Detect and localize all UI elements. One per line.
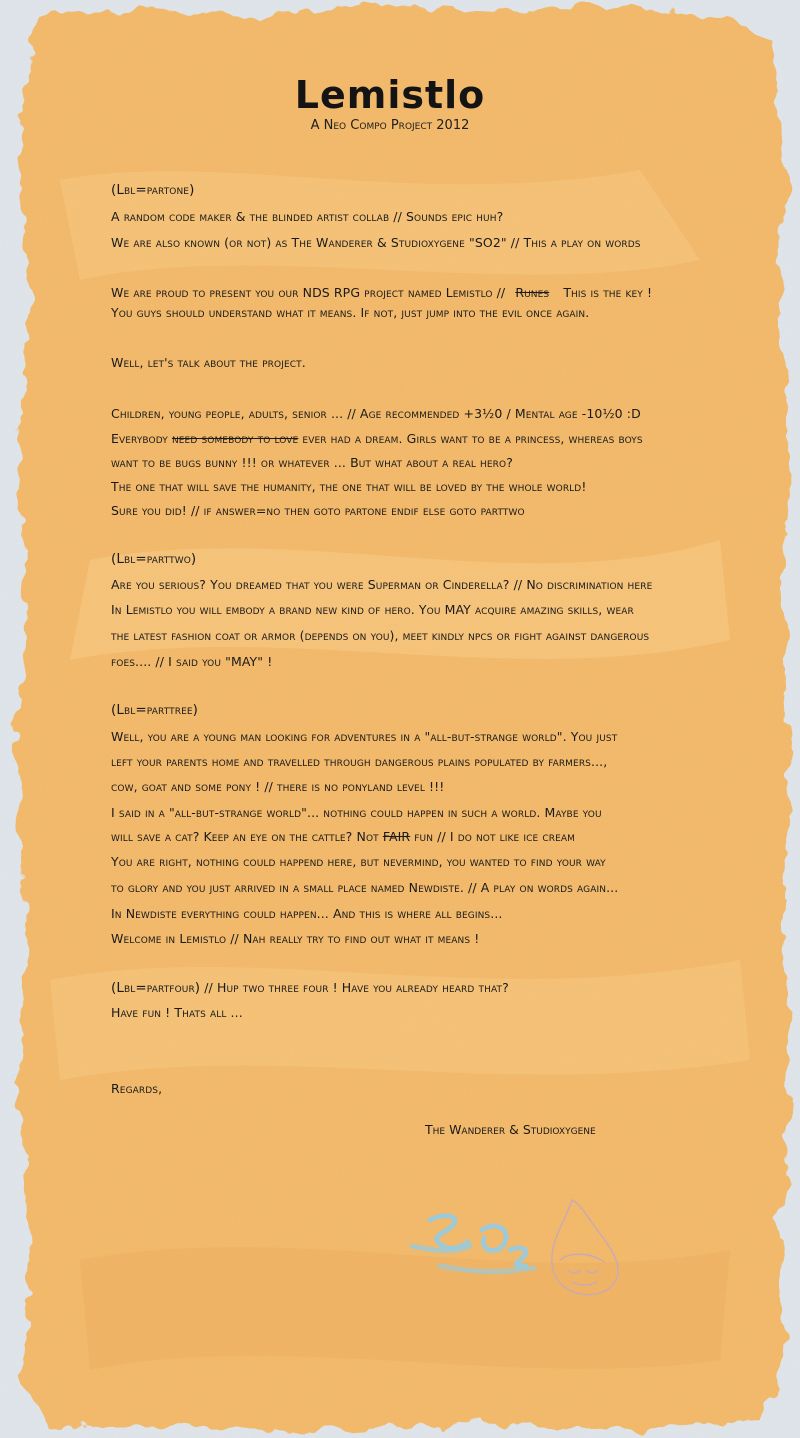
section-label-parttwo: (Lbl=parttwo) xyxy=(111,551,197,567)
body-text: We are proud to present you our NDS RPG project named Lemistlo // xyxy=(111,285,506,300)
struck-text: FAIR xyxy=(382,829,411,844)
body-line: The one that will save the humanity, the one that will be loved by the whole world! xyxy=(111,479,587,494)
closing-text: Regards, xyxy=(111,1081,163,1096)
body-line: Are you serious? You dreamed that you were Superman or Cinderella? // No discrimination here xyxy=(111,577,653,592)
body-line: In Newdiste everything could happen... And this is where all begins... xyxy=(111,906,503,921)
body-line: the latest fashion coat or armor (depends on you), meet kindly npcs or fight against dangerous xyxy=(111,628,650,643)
body-line: Welcome in Lemistlo // Nah really try to find out what it means ! xyxy=(111,931,480,946)
body-text: This is the key ! xyxy=(563,285,653,300)
body-line: In Lemistlo you will embody a brand new kind of hero. You MAY acquire amazing skills, wear xyxy=(111,602,634,617)
body-line: Children, young people, adults, senior ... // Age recommended +3½0 / Mental age -10½0 :D xyxy=(111,406,641,421)
struck-text: Runes xyxy=(515,285,550,300)
struck-text: need somebody to love xyxy=(171,431,299,446)
hooded-figure-doodle-icon xyxy=(552,1200,618,1295)
document-subtitle: A Neo Compo Project 2012 xyxy=(310,118,470,133)
body-line: You are right, nothing could happend here, but nevermind, you wanted to find your way xyxy=(111,854,606,869)
body-text: // Hup two three four ! Have you already heard that? xyxy=(204,980,509,995)
body-line xyxy=(111,430,643,448)
body-line: left your parents home and travelled through dangerous plains populated by farmers..., xyxy=(111,754,608,769)
body-line: want to be bugs bunny !!! or whatever ... But what about a real hero? xyxy=(111,455,513,470)
section-label-partone: (Lbl=partone) xyxy=(111,182,195,198)
document-title: Lemistlo xyxy=(294,73,486,117)
body-text: ever had a dream. Girls want to be a princess, whereas boys xyxy=(302,431,643,446)
doodles xyxy=(400,1190,640,1310)
section-label-partfour: (Lbl=partfour) xyxy=(111,980,201,996)
body-line: You guys should understand what it means. If not, just jump into the evil once again. xyxy=(111,305,590,320)
body-text: fun // I do not like ice cream xyxy=(414,829,576,844)
body-line xyxy=(111,284,652,302)
section-label-parttree: (Lbl=parttree) xyxy=(111,702,199,718)
body-line: A random code maker & the blinded artist collab // Sounds epic huh? xyxy=(111,209,504,224)
so2-logo-doodle-icon xyxy=(412,1216,534,1272)
body-text: will save a cat? Keep an eye on the cattle? Not xyxy=(111,829,379,844)
body-text: Everybody xyxy=(111,431,168,446)
body-line: Sure you did! // if answer=no then goto partone endif else goto parttwo xyxy=(111,503,525,518)
body-line xyxy=(111,979,509,997)
body-line: Well, let's talk about the project. xyxy=(111,355,306,370)
body-line xyxy=(111,828,575,846)
body-line: I said in a "all-but-strange world"... nothing could happen in such a world. Maybe you xyxy=(111,805,602,820)
signature-text: The Wanderer & Studioxygene xyxy=(425,1122,596,1137)
body-line: to glory and you just arrived in a small place named Newdiste. // A play on words again... xyxy=(111,880,619,895)
body-line: foes.... // I said you "MAY" ! xyxy=(111,654,273,669)
body-line: We are also known (or not) as The Wanderer & Studioxygene "SO2" // This a play on words xyxy=(111,235,641,250)
body-line: Well, you are a young man looking for adventures in a "all-but-strange world". You just xyxy=(111,729,618,744)
body-line: cow, goat and some pony ! // there is no ponyland level !!! xyxy=(111,779,445,794)
body-line: Have fun ! Thats all ... xyxy=(111,1005,243,1020)
